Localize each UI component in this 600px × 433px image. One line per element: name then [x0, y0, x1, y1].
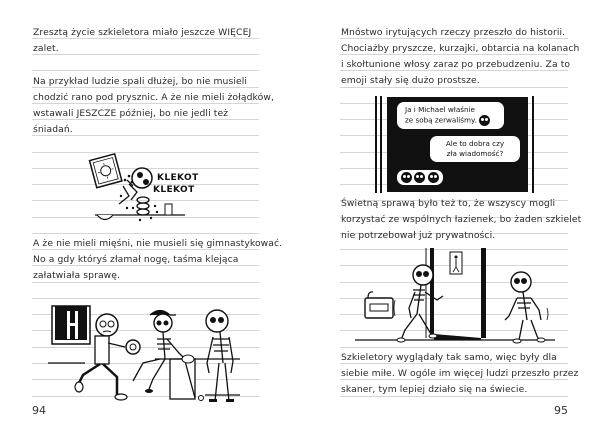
paragraph-line: No a gdy któryś złamał nogę, taśma klejąca: [33, 254, 239, 265]
paragraph-line: Na przykład ludzie spali dłużej, bo nie musieli: [33, 76, 248, 87]
paragraph-line: Chociażby pryszcze, kurzajki, obtarcia na kolanach: [341, 43, 580, 54]
paragraph-line: Mnóstwo irytujących rzeczy przeszło do historii.: [341, 27, 566, 38]
rule-line: [32, 54, 259, 55]
chat-bubble-received: [397, 170, 443, 185]
chat-bubble-received: [397, 102, 504, 129]
kid-taping-skeleton-illustration: [45, 303, 245, 403]
sound-effect-text: KLEKOT: [157, 173, 199, 183]
paragraph-line: zalet.: [33, 43, 59, 54]
rule-line: [32, 282, 259, 283]
right-page: [300, 0, 600, 433]
paragraph-line: korzystać ze wspólnych łazienek, bo żaden szkielet: [341, 214, 582, 225]
sound-effect-text: KLEKOT: [153, 185, 195, 195]
paragraph-line: śniadań.: [33, 124, 73, 135]
rule-line: [340, 87, 568, 88]
rule-line: [32, 70, 259, 71]
paragraph-line: załatwiała sprawę.: [33, 270, 121, 281]
chat-text: ze sobą zerwaliśmy.: [405, 115, 477, 125]
chat-text: zła wiadomość?: [446, 149, 504, 158]
paragraph-line: siebie miłe. W ogóle im więcej ludzi przeszło przez: [341, 368, 579, 379]
skull-icon: [479, 115, 490, 126]
paragraph-line: chodzić rano pod prysznic. A że nie mieli żołądków,: [33, 92, 274, 103]
rule-line: [32, 298, 259, 299]
chat-bubble-sent: [430, 136, 520, 162]
paragraph-line: Szkieletory wyglądały tak samo, więc były dla: [341, 352, 557, 363]
paragraph-line: A że nie mieli mięśni, nie musieli się gimnastykować.: [33, 238, 283, 249]
rule-line: [32, 233, 259, 234]
paragraph-line: emoji stały się dużo prostsze.: [341, 75, 480, 86]
skeletons-bathroom-illustration: [355, 248, 560, 348]
phone-edge: [375, 96, 377, 193]
skull-icon: [414, 172, 425, 183]
paragraph-line: wstawali JESZCZE później, bo nie jedli też: [33, 108, 229, 119]
skull-icon: [401, 172, 412, 183]
paragraph-line: Świetną sprawą było też to, że wszyscy mogli: [341, 198, 556, 209]
paragraph-line: nie potrzebował już prywatności.: [341, 230, 496, 241]
skull-icon: [428, 172, 439, 183]
chat-text: Ale to dobra czy: [445, 139, 505, 148]
paragraph-line: Zresztą życie szkieletora miało jeszcze WIĘCEJ: [33, 27, 252, 38]
page-number: 94: [32, 404, 46, 417]
page-number: 95: [554, 404, 568, 417]
phone-edge: [380, 96, 382, 193]
paragraph-line: skaner, tym lepiej działo się na świecie.: [341, 384, 528, 395]
paragraph-line: i skołtunione włosy zaraz po przebudzeniu. Za to: [341, 59, 571, 70]
chat-text: Ja i Michael właśnie: [405, 105, 475, 114]
rule-line: [340, 396, 568, 397]
phone-edge: [532, 96, 534, 193]
